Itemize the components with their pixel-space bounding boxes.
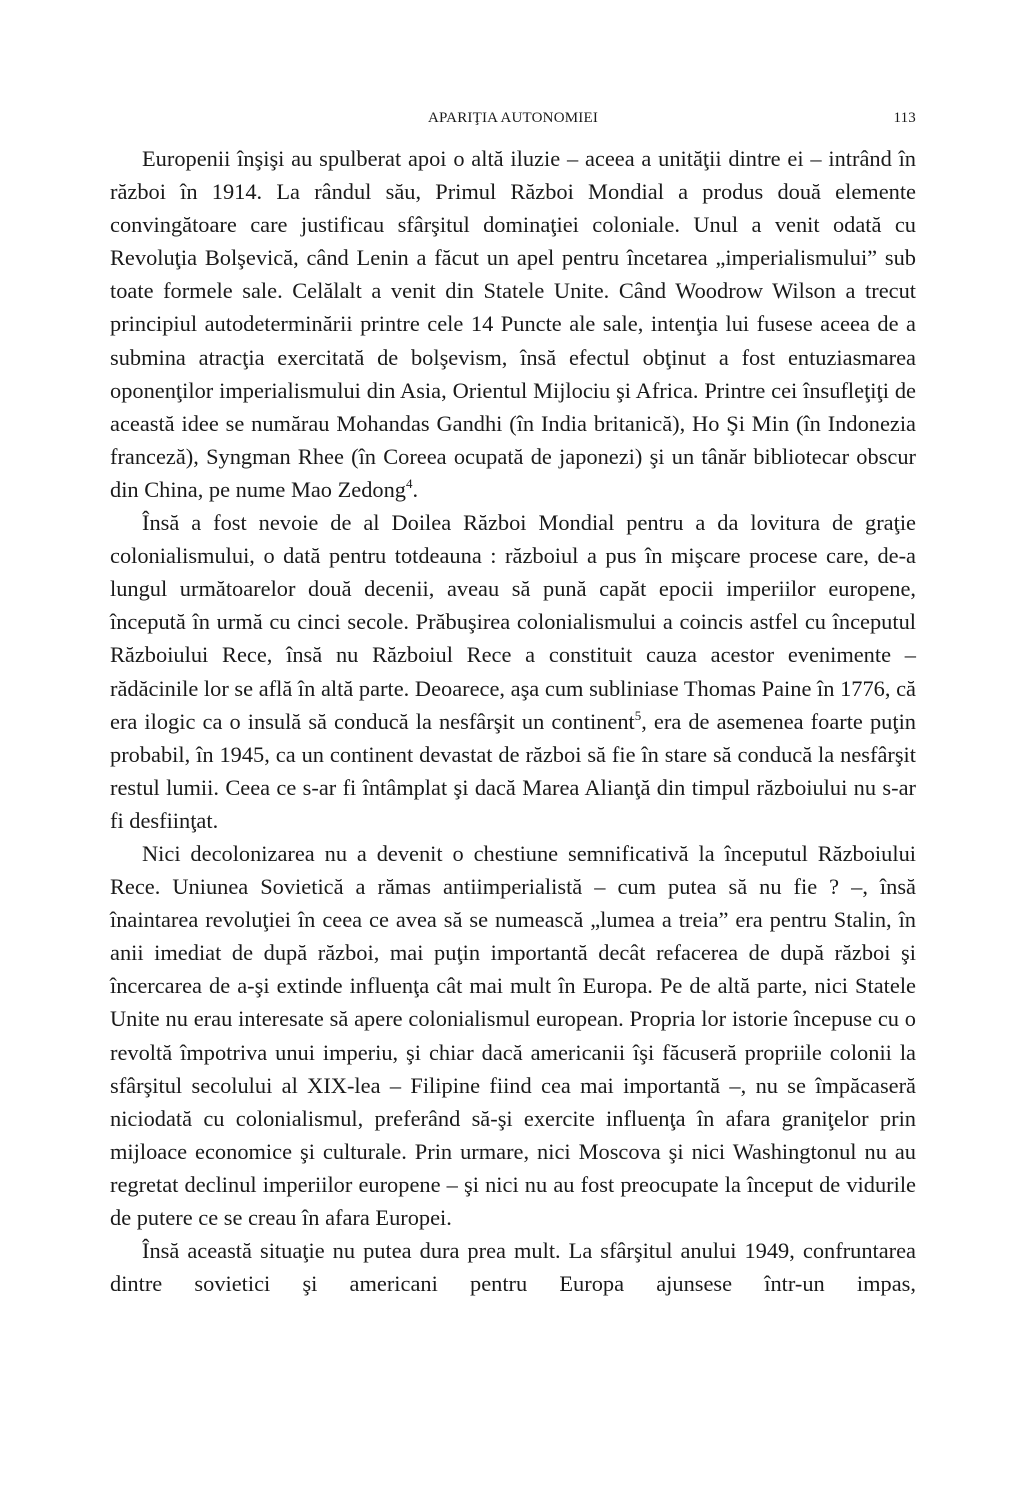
body-text [110, 142, 916, 1300]
paragraph-text: , era de asemenea foarte puţin probabil, în 1945, ca un continent devastat de război să fie în stare să conducă la nesfârşit restul lumii. Ceea ce s-ar fi întâmplat şi dacă Marea Alianţă din timpul războiului nu s-ar fi desfiinţat. [110, 708, 916, 833]
running-head [110, 108, 916, 142]
paragraph-text: Însă a fost nevoie de al Doilea Război Mondial pentru a da lovitura de graţie colonialismului, o dată pentru totdeauna : războiul a pus în mişcare procese care, de-a lungul următoarelor două decenii, aveau să pună capăt epocii imperiilor europene, începută în urmă cu cinci secole. Prăbuşirea colonialismului a coincis astfel cu începutul Războiului Rece, însă nu Războiul Rece a constituit cauza acestor evenimente – rădăcinile lor se află în altă parte. Deoarece, aşa cum subliniase Thomas Paine în 1776, că era ilogic ca o insulă să conducă la nesfârşit un continent [110, 510, 916, 734]
paragraph [110, 1234, 916, 1300]
paragraph-text: Nici decolonizarea nu a devenit o chestiune semnificativă la începutul Războiului Rece. Uniunea Sovietică a rămas antiimperialistă – cum putea să nu fie ? –, însă înaintarea revoluţiei în ceea ce avea să se numească „lumea a treia” era pentru Stalin, în anii imediat de după război, mai puţin importantă decât refacerea de după război şi încercarea de a-şi extinde influenţa cât mai mult în Europa. Pe de altă parte, nici Statele Unite nu erau interesate să apere colonialismul european. Propria lor istorie începuse cu o revoltă împotriva unui imperiu, şi chiar dacă americanii îşi făcuseră propriile colonii la sfârşitul secolului al XIX-lea – Filipine fiind cea mai importantă –, nu se împăcaseră niciodată cu colonialismul, preferând să-şi exercite influenţa în afara graniţelor prin mijloace economice şi culturale. Prin urmare, nici Moscova şi nici Washingtonul nu au regretat declinul imperiilor europene – şi nici nu au fost preocupate la început de vidurile de putere ce se creau în afara Europei. [110, 840, 916, 1230]
book-page [110, 108, 916, 1300]
paragraph [110, 142, 916, 506]
paragraph-text: . [412, 476, 419, 502]
page-number: 113 [893, 110, 916, 126]
paragraph-text: Însă această situaţie nu putea dura prea mult. La sfârşitul anului 1949, confruntarea dintre sovietici şi americani pentru Europa ajunsese într-un impas, [110, 1238, 916, 1297]
footnote-reference: 5 [634, 707, 642, 723]
paragraph [110, 837, 916, 1234]
footnote-reference: 4 [406, 475, 413, 491]
paragraph [110, 506, 916, 837]
paragraph-text: Europenii înşişi au spulberat apoi o altă iluzie – aceea a unităţii dintre ei – intrând în război în 1914. La rândul său, Primul Război Mondial a produs două elemente convingătoare care justificau sfârşitul dominaţiei coloniale. Unul a venit odată cu Revoluţia Bolşevică, când Lenin a făcut un apel pentru încetarea „imperialismului” sub toate formele sale. Celălalt a venit din Statele Unite. Când Woodrow Wilson a trecut principiul autodeterminării printre cele 14 Puncte ale sale, intenţia lui fusese aceea de a submina atracţia exercitată de bolşevism, însă efectul obţinut a fost entuziasmarea oponenţilor imperialismului din Asia, Orientul Mijlociu şi Africa. Printre cei însufleţiţi de această idee se numărau Mohandas Gandhi (în India britanică), Ho Şi Min (în Indonezia franceză), Syngman Rhee (în Coreea ocupată de japonezi) şi un tânăr bibliotecar obscur din China, pe nume Mao Zedong [110, 146, 916, 502]
chapter-title: APARIŢIA AUTONOMIEI [427, 110, 599, 126]
